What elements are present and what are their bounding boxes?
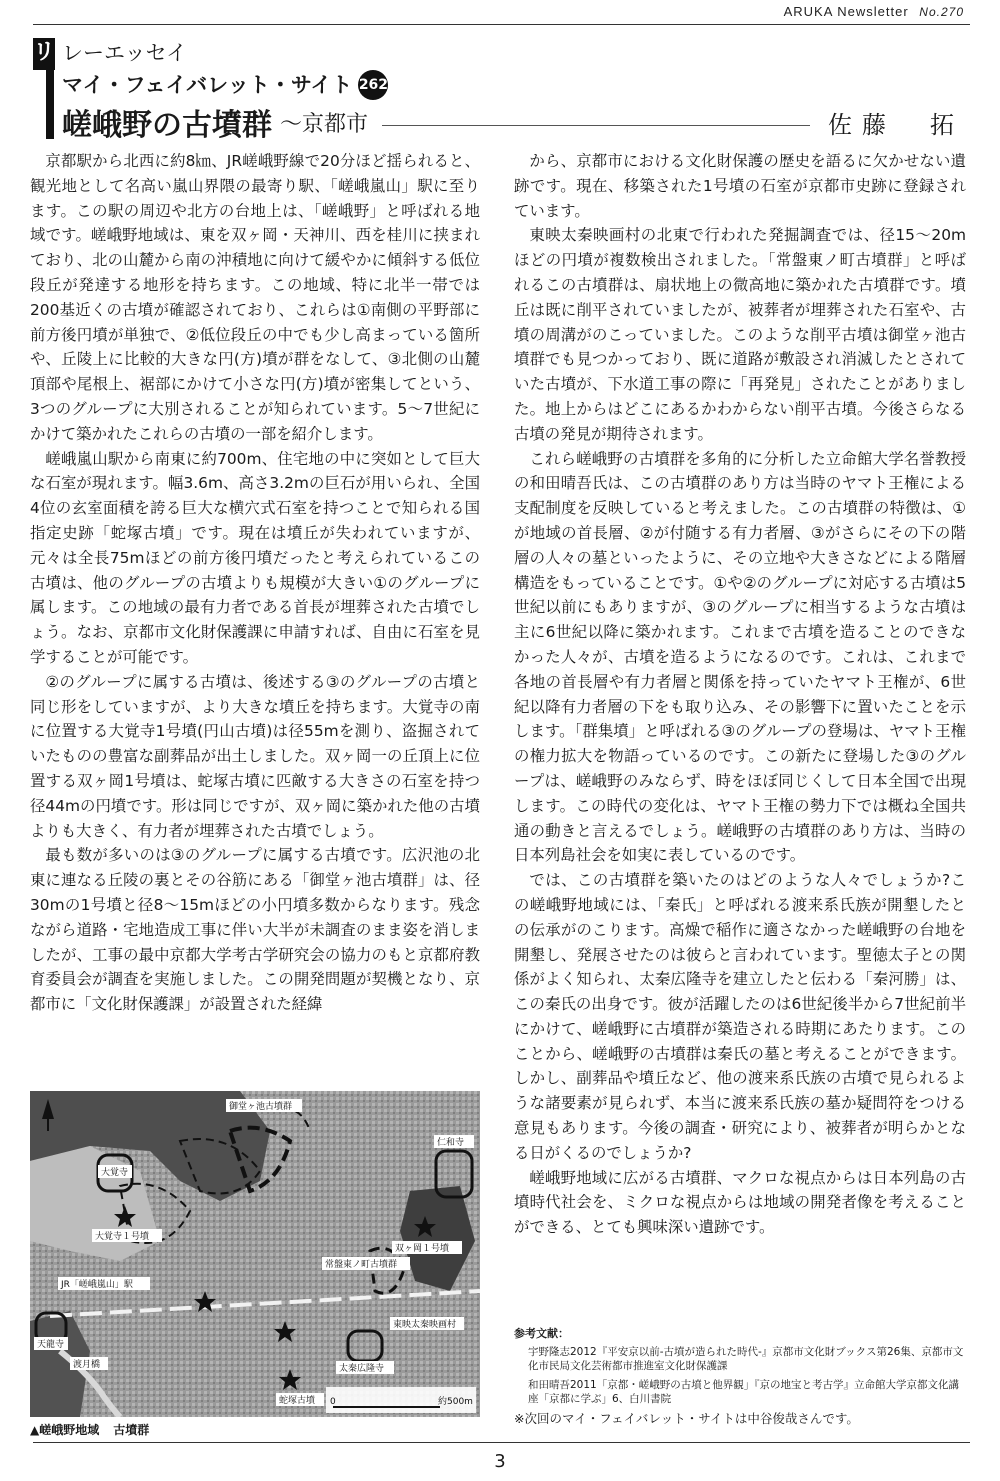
paragraph: ②のグループに属する古墳は、後述する③のグループの古墳と同じ形をしていますが、より大きな墳丘を持ちます。大覚寺の南に位置する大覚寺1号墳(円山古墳)は径55mを測り、盗掘されていたものの豊富な副葬品が出土しました。双ヶ岡一の丘頂上に位置する双ヶ岡1号墳は、蛇塚古墳に匹敵する大きさの石室を持つ径44mの円墳です。形は同じですが、双ヶ岡に築かれた他の古墳よりも大きく、有力者が埋葬された古墳でしょう。 xyxy=(30,672,480,840)
newsletter-header xyxy=(784,4,964,19)
scale-end-label: 約500m xyxy=(438,1397,473,1407)
next-author-note: ※次回のマイ・フェイバレット・サイトは中谷俊哉さんです。 xyxy=(514,1411,859,1426)
label-eigamura: 東映太秦映画村 xyxy=(393,1320,457,1330)
author-name: 佐藤 拓 xyxy=(828,110,964,139)
article-title: 嵯峨野の古墳群 xyxy=(62,108,272,143)
caption-title: ▲嵯峨野地域 xyxy=(30,1423,100,1437)
title-divider xyxy=(382,125,810,126)
article-location: 〜京都市 xyxy=(280,111,369,137)
left-column xyxy=(30,149,480,1017)
map-caption xyxy=(30,1421,149,1438)
issue-number: No.270 xyxy=(919,5,964,19)
caption-subtitle: 古墳群 xyxy=(113,1423,150,1437)
series-mark: リ xyxy=(33,38,55,70)
right-column xyxy=(514,149,966,1240)
label-togetsukyo: 渡月橋 xyxy=(73,1360,101,1370)
reference-item: 宇野隆志2012『平安京以前-古墳が造られた時代-』京都市文化財ブックス第26集、京都市文化市民局文化芸術都市推進室文化財保護課 xyxy=(528,1346,964,1372)
paragraph: これら嵯峨野の古墳群を多角的に分析した立命館大学名誉教授の和田晴吾氏は、この古墳群のあり方は当時のヤマト王権による支配制度を反映していると考えました。この古墳群の特徴は、①が地域の首長層、②が付随する有力者層、③がさらにその下の階層の人々の墓といったように、その立地や大きさなどによる階層構造をもっていることです。①や②のグループに対応する古墳は5世紀以前にもありますが、③のグループに相当するような古墳は主に6世紀以降に築かれます。これまで古墳を造ることのできなかった人々が、古墳を造るようになるのです。これは、これまで各地の首長層や有力者層と関係を持っていたヤマト王権が、6世紀以降有力者層の下をも取り込み、その影響下に置いたことを示します。「群集墳」と呼ばれる③のグループの登場は、ヤマト王権の権力拡大を物語っているのです。この新たに登場した③のグループは、嵯峨野のみならず、時をほぼ同じくして日本全国で出現します。この時代の変化は、ヤマト王権の勢力下では概ね全国共通の動きと言えるでしょう。嵯峨野の古墳群のあり方は、当時の日本列島社会を如実に表しているのです。 xyxy=(514,449,966,865)
label-station: JR「嵯峨嵐山」駅 xyxy=(61,1280,133,1290)
footer-rule xyxy=(33,1442,970,1443)
label-midougaike: 御堂ヶ池古墳群 xyxy=(229,1102,293,1112)
references-label: 参考文献： xyxy=(514,1327,569,1340)
paragraph: 東映太秦映画村の北東で行われた発掘調査では、径15〜20mほどの円墳が複数検出されました。「常盤東ノ町古墳群」と呼ばれるこの古墳群は、扇状地上の微高地に築かれた古墳群です。墳丘は既に削平されていましたが、被葬者が埋葬された石室や、古墳の周溝がのこっていました。このような削平古墳は御堂ヶ池古墳群でも見つかっており、既に道路が敷設され消滅したとされていた古墳が、下水道工事の際に「再発見」されたことがありました。地上からはどこにあるかわからない削平古墳。今後さらなる古墳の発見が期待されます。 xyxy=(514,226,966,443)
reference-item: 和田晴吾2011「京都・嵯峨野の古墳と他界観」『京の地宝と考古学』立命館大学京都文化講座「京都に学ぶ」6、白川書院 xyxy=(528,1379,959,1405)
paragraph: から、京都市における文化財保護の歴史を語るに欠かせない遺跡です。現在、移築された1号墳の石室が京都市史跡に登録されています。 xyxy=(514,152,966,220)
area-map xyxy=(30,1091,480,1417)
page-number: 3 xyxy=(494,1451,506,1472)
label-daikakuji1: 大覚寺１号墳 xyxy=(95,1232,150,1242)
paragraph: 最も数が多いのは③のグループに属する古墳です。広沢池の北東に連なる丘陵の裏とその谷筋にある「御堂ヶ池古墳群」は、径30mの1号墳と径8〜15mほどの小円墳多数からなります。残念ながら道路・宅地造成工事に伴い大半が未調査のまま姿を消しましたが、工事の最中京都大学考古学研究会の協力のもと京都府教育委員会が調査を実施しました。この開発問題が契機となり、京都市に「文化財保護課」が設置された経緯 xyxy=(30,846,480,1014)
paragraph: 嵯峨野地域に広がる古墳群、マクロな視点からは日本列島の古墳時代社会を、ミクロな視点からは地域の開発者像を考えることができる、とても興味深い遺跡です。 xyxy=(514,1168,966,1237)
scale-zero-label: 0 xyxy=(330,1397,336,1407)
series-number-badge: 262 xyxy=(358,70,388,100)
label-tokiwa: 常盤東ノ町古墳群 xyxy=(325,1260,398,1270)
label-hebizuka: 蛇塚古墳 xyxy=(279,1396,316,1406)
label-daikakuji: 大覚寺 xyxy=(101,1168,129,1178)
series-subtitle xyxy=(62,69,388,101)
newsletter-name: ARUKA Newsletter xyxy=(783,4,909,19)
references xyxy=(514,1327,966,1411)
subtitle-text: マイ・フェイバレット・サイト xyxy=(62,73,353,97)
label-tenryuji: 天龍寺 xyxy=(37,1340,65,1350)
label-ninnaji: 仁和寺 xyxy=(437,1138,465,1148)
paragraph: では、この古墳群を築いたのはどのような人々でしょうか?この嵯峨野地域には、「秦氏」と呼ばれる渡来系氏族が開墾したとの伝承がのこります。高燥で稲作に適さなかった嵯峨野の台地を開墾し、発展させたのは彼らと言われています。聖徳太子との関係がよく知られ、太秦広隆寺を建立したと伝わる「秦河勝」は、この秦氏の出身です。彼が活躍したのは6世紀後半から7世紀前半にかけて、嵯峨野に古墳群が築造される時期にあたります。このことから、嵯峨野の古墳群は秦氏の墓と考えることができます。しかし、副葬品や墳丘など、他の渡来系氏族の古墳で見られるような諸要素が見られず、本当に渡来系氏族の墓か疑問符をつける意見もあります。今後の調査・研究により、被葬者が明らかとなる日がくるのでしょうか? xyxy=(514,871,966,1162)
title-row xyxy=(62,103,964,141)
map-svg xyxy=(30,1091,480,1417)
label-narabigaoka1: 双ヶ岡１号墳 xyxy=(395,1244,450,1254)
label-koryuji: 太秦広隆寺 xyxy=(339,1364,385,1374)
series-label: レーエッセイ xyxy=(62,41,187,65)
paragraph: 嵯峨嵐山駅から南東に約700m、住宅地の中に突如として巨大な石室が現れます。幅3.6m、高さ3.2mの巨石が用いられ、全国4位の玄室面積を誇る巨大な横穴式石室を持つことで知られる国指定史跡「蛇塚古墳」です。現在は墳丘が失われていますが、元々は全長75mほどの前方後円墳だったと考えられているこの古墳は、他のグループの古墳よりも規模が大きい①のグループに属します。この地域の最有力者である首長が埋葬された古墳でしょう。なお、京都市文化財保護課に申請すれば、自由に石室を見学することが可能です。 xyxy=(30,449,480,666)
paragraph: 京都駅から北西に約8㎞、JR嵯峨野線で20分ほど揺られると、観光地として名高い嵐山界隈の最寄り駅、「嵯峨嵐山」駅に至ります。この駅の周辺や北方の台地上は、「嵯峨野」と呼ばれる地域です。嵯峨野地域は、東を双ヶ岡・天神川、西を桂川に挟まれており、北の山麓から南の沖積地に向けて緩やかに傾斜する低位段丘が発達する地形を持ちます。この地域、特に北半一帯では200基近くの古墳が確認されており、これらは①南側の平野部に前方後円墳が単独で、②低位段丘の中でも少し高まっている箇所や、丘陵上に比較的大きな円(方)墳が群をなして、③北側の山麓頂部や尾根上、裾部にかけて小さな円(方)墳が密集してという、3つのグループに大別されることが知られています。5〜7世紀にかけて築かれたこれらの古墳の一部を紹介します。 xyxy=(30,152,480,443)
header-rule xyxy=(33,24,970,25)
